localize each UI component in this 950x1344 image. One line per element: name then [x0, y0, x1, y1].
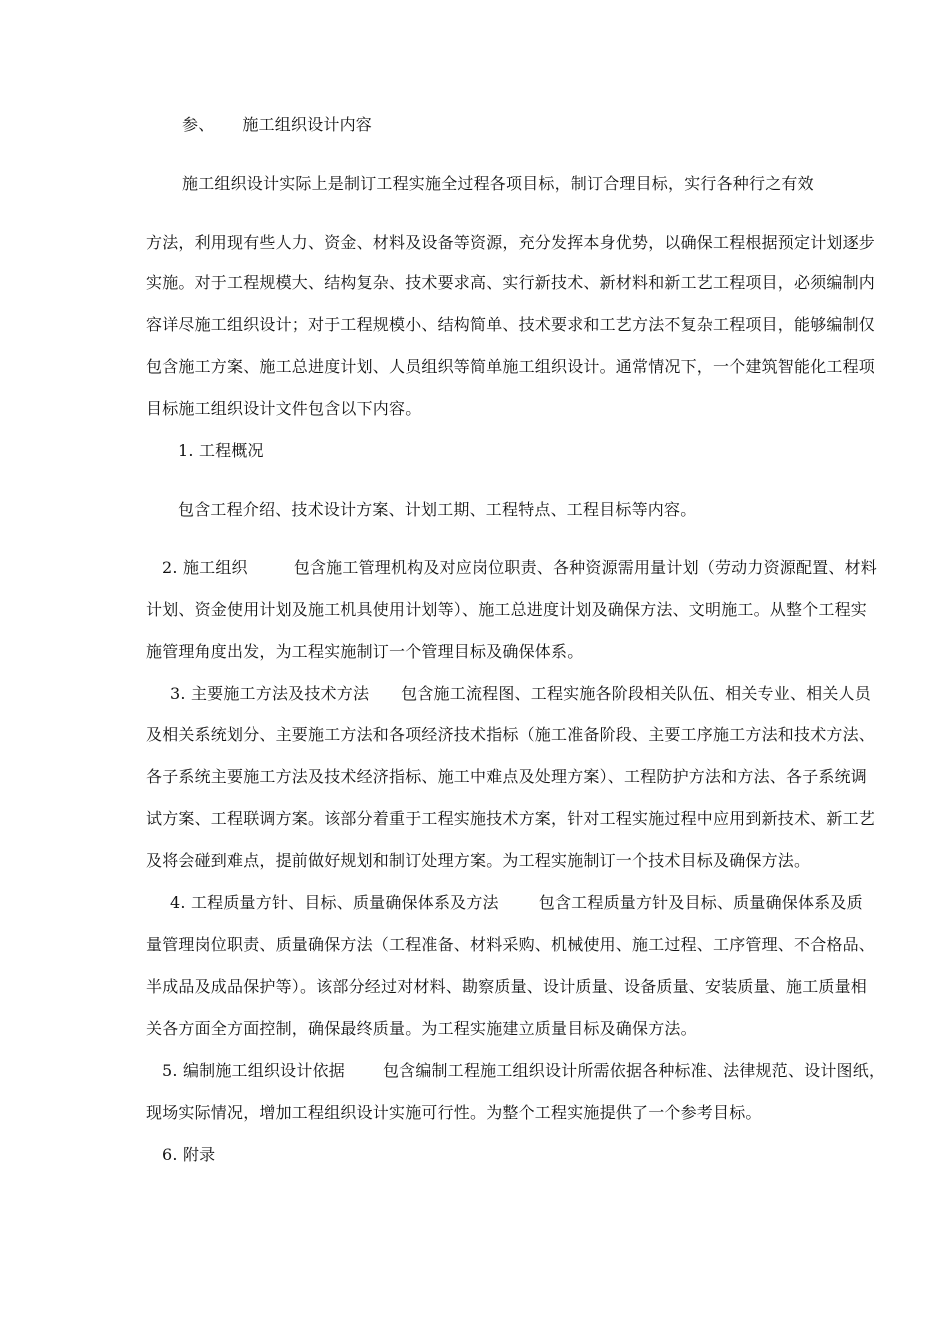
intro-line: 目标施工组织设计文件包含以下内容。: [146, 399, 422, 418]
item-line: 各子系统主要施工方法及技术经济指标、施工中难点及处理方案）、工程防护方法和方法、各子系统调: [146, 767, 868, 786]
intro-line: 包含施工方案、施工总进度计划、人员组织等简单施工组织设计。通常情况下，一个建筑智能化工程项: [146, 357, 876, 376]
item-line: 试方案、工程联调方案。该部分着重于工程实施技术方案，针对工程实施过程中应用到新技术、新工艺: [146, 809, 876, 828]
item-line: 量管理岗位职责、质量确保方法（工程准备、材料采购、机械使用、施工过程、工序管理、不合格品、: [146, 935, 876, 954]
item-heading-row: [162, 558, 877, 578]
item-heading: 2. 施工组织: [162, 558, 248, 577]
item-line: 现场实际情况，增加工程组织设计实施可行性。为整个工程实施提供了一个参考目标。: [146, 1103, 762, 1122]
item-heading: 3. 主要施工方法及技术方法: [170, 684, 370, 703]
item-line: 关各方面全方面控制，确保最终质量。为工程实施建立质量目标及确保方法。: [146, 1019, 697, 1038]
item-lead: 包含工程质量方针及目标、质量确保体系及质: [538, 893, 863, 912]
item-line: 及将会碰到难点，提前做好规划和制订处理方案。为工程实施制订一个技术目标及确保方法。: [146, 851, 811, 870]
section-heading: [182, 115, 372, 135]
item-lead: 包含编制工程施工组织设计所需依据各种标准、法律规范、设计图纸，: [382, 1061, 886, 1080]
item-heading: 1. 工程概况: [178, 441, 264, 460]
item-heading-row: [170, 684, 871, 704]
intro-line: 施工组织设计实际上是制订工程实施全过程各项目标，制订合理目标，实行各种行之有效: [182, 174, 814, 193]
item-heading: 4. 工程质量方针、目标、质量确保体系及方法: [170, 893, 499, 912]
intro-line: 方法，利用现有些人力、资金、材料及设备等资源，充分发挥本身优势，以确保工程根据预定计划逐步: [146, 233, 876, 252]
item-line: 半成品及成品保护等）。该部分经过对材料、勘察质量、设计质量、设备质量、安装质量、施工质量相: [146, 977, 868, 996]
section-title: 施工组织设计内容: [242, 115, 373, 134]
item-heading: 6. 附录: [162, 1145, 216, 1164]
section-number: 参、: [182, 115, 215, 134]
item-line: 及相关系统划分、主要施工方法和各项经济技术指标（施工准备阶段、主要工序施工方法和技术方法、: [146, 725, 876, 744]
item-heading-row: [170, 893, 863, 913]
item-line: 计划、资金使用计划及施工机具使用计划等）、施工总进度计划及确保方法、文明施工。从整个工程实: [146, 600, 868, 619]
item-line: 包含工程介绍、技术设计方案、计划工期、工程特点、工程目标等内容。: [178, 500, 697, 519]
intro-line: 实施。对于工程规模大、结构复杂、技术要求高、实行新技术、新材料和新工艺工程项目，必须编制内: [146, 273, 876, 292]
item-lead: 包含施工流程图、工程实施各阶段相关队伍、相关专业、相关人员: [401, 684, 871, 703]
item-heading: 5. 编制施工组织设计依据: [162, 1061, 345, 1080]
intro-line: 容详尽施工组织设计；对于工程规模小、结构简单、技术要求和工艺方法不复杂工程项目，能够编制仅: [146, 315, 876, 334]
item-heading-row: [162, 1061, 885, 1081]
item-lead: 包含施工管理机构及对应岗位职责、各种资源需用量计划（劳动力资源配置、材料: [293, 558, 877, 577]
item-line: 施管理角度出发，为工程实施制订一个管理目标及确保体系。: [146, 642, 584, 661]
